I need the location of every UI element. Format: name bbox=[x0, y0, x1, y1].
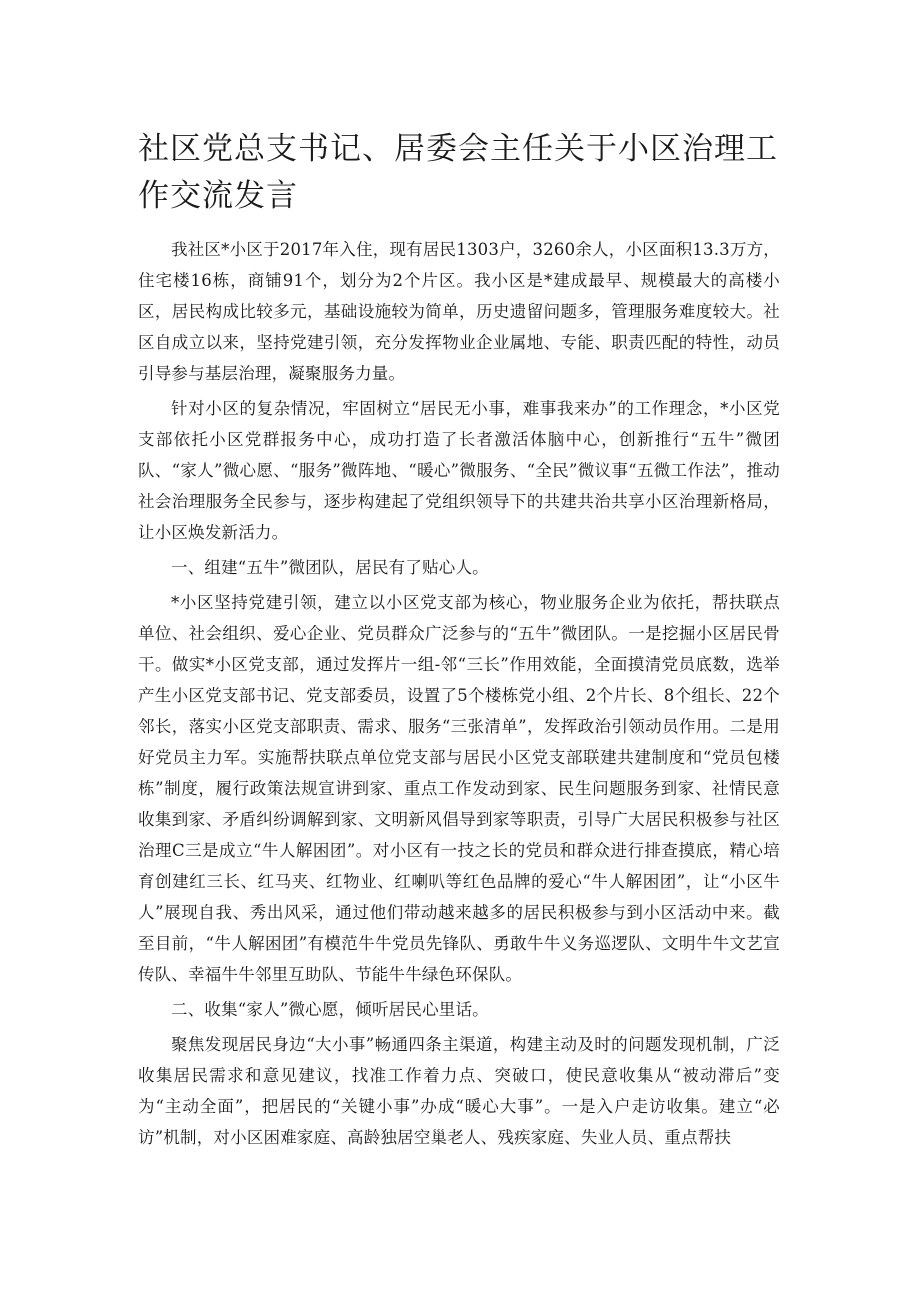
section-heading-1: 一、组建“五牛”微团队，居民有了贴心人。 bbox=[171, 558, 489, 577]
document-title: 社区党总支书记、居委会主任关于小区治理工作交流发言 bbox=[138, 131, 778, 214]
document-body bbox=[138, 234, 780, 1157]
paragraph-overview: 针对小区的复杂情况，牢固树立“居民无小事，难事我来办”的工作理念，*小区党支部依托小区党群报务中心，成功打造了长者激活体脑中心，创新推行“五牛”微团队、“家人”微心愿、“服务”微阵地、“暖心”微服务、“全民”微议事“五微工作法”，推动社会治理服务全民参与，逐步构建起了党组织领导下的共建共治共享小区治理新格局，让小区焕发新活力。 bbox=[138, 399, 780, 542]
paragraph-section-2: 聚焦发现居民身边“大小事”畅通四条主渠道，构建主动及时的问题发现机制，广泛收集居民需求和意见建议，找准工作着力点、突破口，使民意收集从“被动滞后”变为“主动全面”，把居民的“关键小事”办成“暖心大事”。一是入户走访收集。建立“必访”机制，对小区困难家庭、高龄独居空巢老人、残疾家庭、失业人员、重点帮扶 bbox=[138, 1035, 780, 1147]
section-heading-2: 二、收集“家人”微心愿，倾听居民心里话。 bbox=[171, 1000, 489, 1019]
paragraph-intro: 我社区*小区于2017年入住，现有居民1303户，3260余人，小区面积13.3万方，住宅楼16栋，商铺91个，划分为2个片区。我小区是*建成最早、规模最大的高楼小区，居民构成比较多元，基础设施较为简单，历史遗留问题多，管理服务难度较大。社区自成立以来，坚持党建引领，充分发挥物业企业属地、专能、职责匹配的特性，动员引导参与基层治理，凝聚服务力量。 bbox=[138, 240, 780, 383]
paragraph-section-1: *小区坚持党建引领，建立以小区党支部为核心，物业服务企业为依托，帮扶联点单位、社会组织、爱心企业、党员群众广泛参与的“五牛”微团队。一是挖掘小区居民骨干。做实*小区党支部，通过发挥片一组-邻“三长”作用效能，全面摸清党员底数，选举产生小区党支部书记、党支部委员，设置了5个楼栋党小组、2个片长、8个组长、22个邻长，落实小区党支部职责、需求、服务“三张清单”，发挥政治引领动员作用。二是用好党员主力军。实施帮扶联点单位党支部与居民小区党支部联建共建制度和“党员包楼栋”制度，履行政策法规宣讲到家、重点工作发动到家、民生问题服务到家、社情民意收集到家、矛盾纠纷调解到家、文明新风倡导到家等职责，引导广大居民积极参与社区治理C三是成立“牛人解困团”。对小区有一技之长的党员和群众进行排查摸底，精心培育创建红三长、红马夹、红物业、红喇叭等红色品牌的爱心“牛人解困团”，让“小区牛人”展现自我、秀出风采，通过他们带动越来越多的居民积极参与到小区活动中来。截至目前，“牛人解困团”有模范牛牛党员先锋队、勇敢牛牛义务巡逻队、文明牛牛文艺宣传队、幸福牛牛邻里互助队、节能牛牛绿色环保队。 bbox=[138, 593, 780, 984]
